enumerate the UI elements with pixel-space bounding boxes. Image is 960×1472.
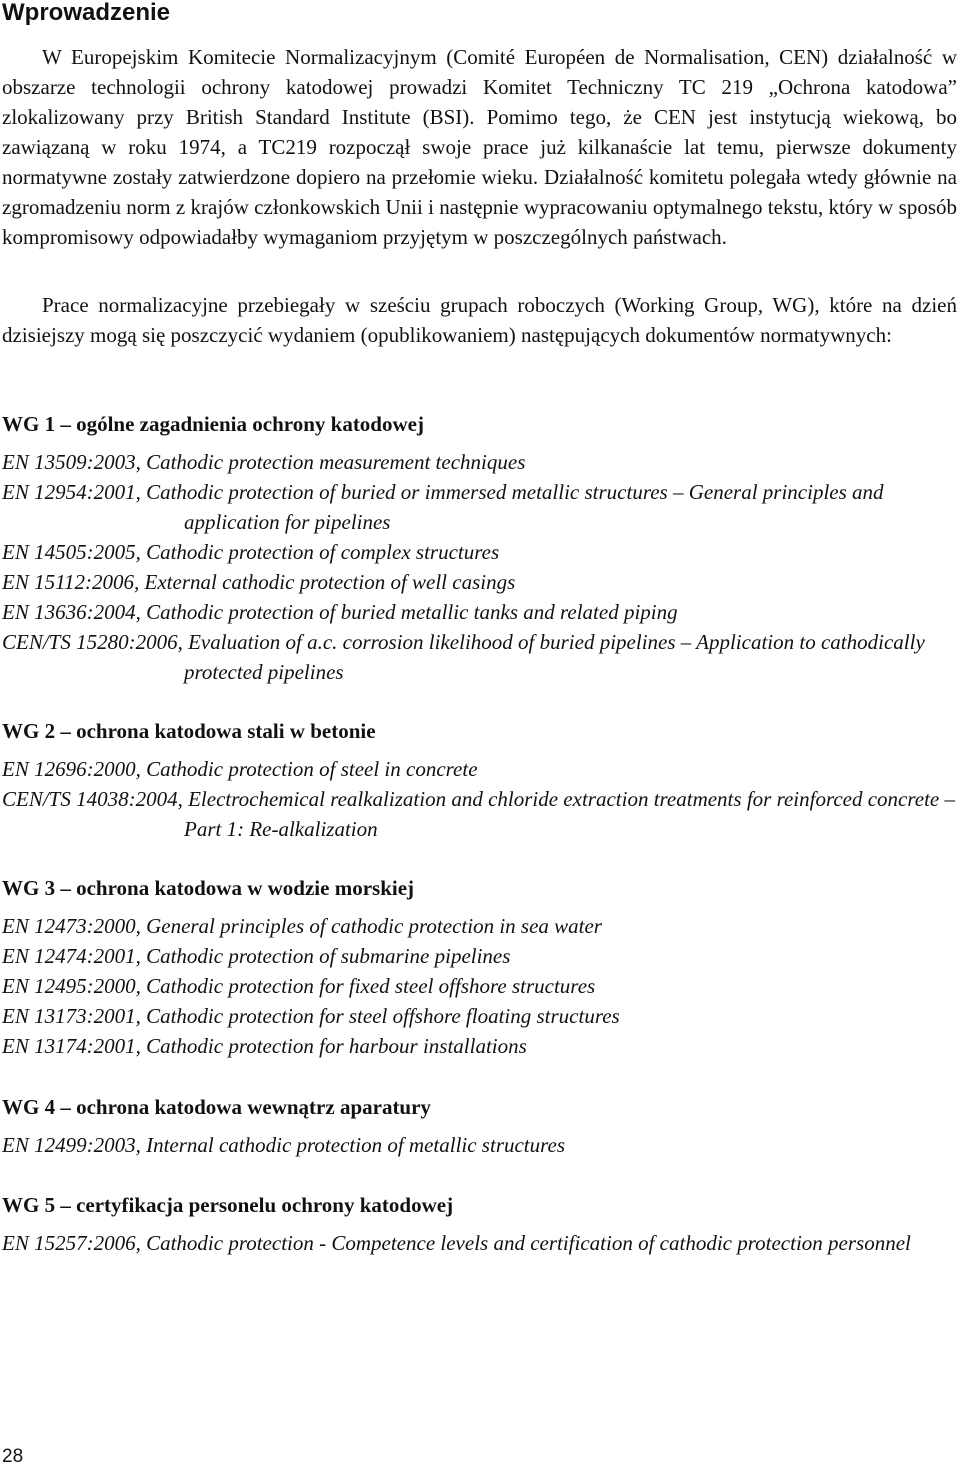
standard-code: EN 12495:2000, [2,974,141,998]
standard-code: CEN/TS 14038:2004, [2,787,183,811]
standard-item [2,754,957,784]
standard-item [2,1130,957,1160]
standard-title: Cathodic protection of steel in concrete [146,757,478,781]
standard-item [2,1031,957,1061]
standard-title: Evaluation of a.c. corrosion likelihood of buried pipelines – Application to cathodically protected pipelines [184,630,925,684]
intro-paragraph-2: Prace normalizacyjne przebiegały w sześciu grupach roboczych (Working Group, WG), które na dzień dzisiejszy mogą się poszczycić wydaniem (opublikowaniem) następujących dokumentów normatywnych: [2,293,957,347]
standard-title: Cathodic protection of complex structures [146,540,500,564]
wg4-standards-list [2,1130,957,1160]
standard-title: Cathodic protection - Competence levels and certification of cathodic protection personnel [146,1231,911,1255]
wg1-standards-list [2,447,957,687]
standard-code: EN 13174:2001, [2,1034,141,1058]
wg4-title: WG 4 – ochrona katodowa wewnątrz aparatury [2,1095,431,1119]
standard-code: EN 12474:2001, [2,944,141,968]
standard-code: CEN/TS 15280:2006, [2,630,183,654]
standard-title: Electrochemical realkalization and chloride extraction treatments for reinforced concrete – Part 1: Re-alkalization [184,787,955,841]
standard-title: Cathodic protection of buried or immersed metallic structures – General principles and application for pipelines [146,480,884,534]
standard-item [2,1001,957,1031]
standard-title: Cathodic protection of submarine pipelines [146,944,511,968]
standard-item [2,447,957,477]
wg2-title: WG 2 – ochrona katodowa stali w betonie [2,719,376,743]
standard-title: General principles of cathodic protection in sea water [146,914,602,938]
standard-code: EN 15257:2006, [2,1231,141,1255]
standard-code: EN 15112:2006, [2,570,140,594]
standard-title: Cathodic protection for harbour installations [146,1034,527,1058]
standard-code: EN 14505:2005, [2,540,141,564]
standard-title: External cathodic protection of well casings [144,570,516,594]
section-heading: Wprowadzenie [2,0,171,26]
standard-title: Cathodic protection of buried metallic tanks and related piping [146,600,678,624]
wg3-standards-list [2,911,957,1061]
standard-item [2,971,957,1001]
standard-item [2,537,957,567]
standard-item [2,911,957,941]
wg3-title: WG 3 – ochrona katodowa w wodzie morskiej [2,876,415,900]
standard-item [2,597,957,627]
standard-code: EN 12473:2000, [2,914,141,938]
standard-title: Cathodic protection for fixed steel offshore structures [146,974,596,998]
intro-paragraph-1: W Europejskim Komitecie Normalizacyjnym (Comité Européen de Normalisation, CEN) działalność w obszarze technologii ochrony katodowej prowadzi Komitet Techniczny TC 219 „Ochrona katodowa” zlokalizowany przy British Standard Institute (BSI). Pomimo tego, że CEN jest instytucją wiekową, bo zawiązaną w roku 1974, a TC219 rozpoczął swoje prace już kilkanaście lat temu, pierwsze dokumenty normatywne zostały zatwierdzone dopiero na przełomie wieku. Działalność komitetu polegała wtedy głównie na zgromadzeniu norm z krajów członkowskich Unii i następnie wypracowaniu optymalnego tekstu, który w sposób kompromisowy odpowiadałby wymaganiom przyjętym w poszczególnych państwach. [2,45,957,249]
standard-title: Internal cathodic protection of metallic structures [146,1133,566,1157]
standard-code: EN 13173:2001, [2,1004,141,1028]
page-number: 28 [2,1446,24,1467]
standard-title: Cathodic protection measurement techniques [146,450,526,474]
standard-title: Cathodic protection for steel offshore floating structures [146,1004,620,1028]
wg5-standards-list [2,1228,957,1258]
standard-item [2,941,957,971]
wg5-title: WG 5 – certyfikacja personelu ochrony katodowej [2,1193,454,1217]
standard-code: EN 12696:2000, [2,757,141,781]
standard-item [2,567,957,597]
standard-code: EN 13509:2003, [2,450,141,474]
standard-code: EN 12499:2003, [2,1133,141,1157]
standard-code: EN 12954:2001, [2,480,141,504]
standard-item [2,1228,957,1258]
wg2-standards-list [2,754,957,844]
standard-item [2,627,957,687]
standard-item [2,784,957,844]
standard-code: EN 13636:2004, [2,600,141,624]
wg1-title: WG 1 – ogólne zagadnienia ochrony katodowej [2,412,424,436]
standard-item [2,477,957,537]
